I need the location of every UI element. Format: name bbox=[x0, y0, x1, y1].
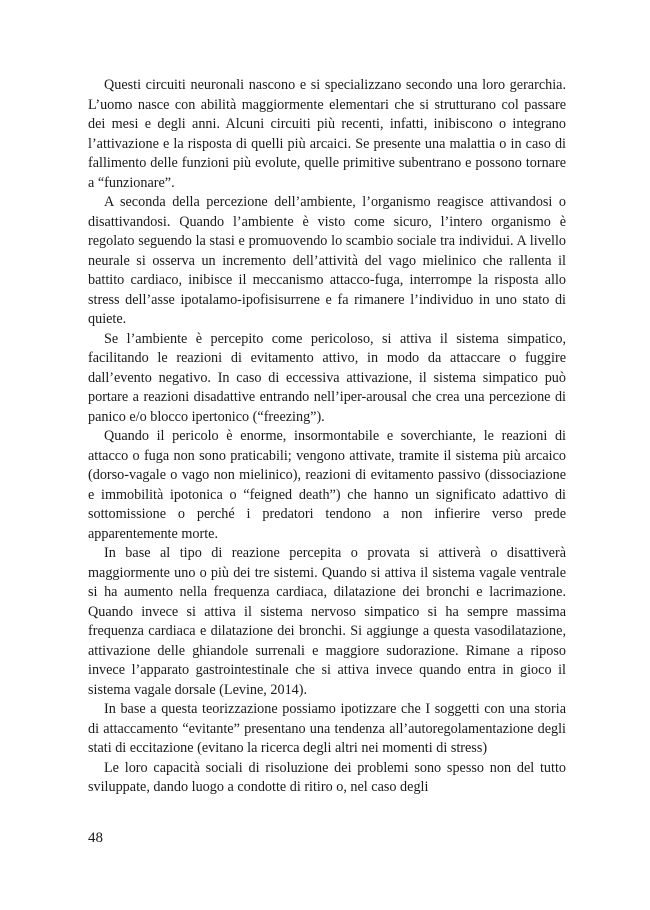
paragraph-7: Le loro capacità sociali di risoluzione dei problemi sono spesso non del tutto sviluppate, dando luogo a condotte di ritiro o, nel caso degli bbox=[88, 759, 566, 795]
paragraph-3: Se l’ambiente è percepito come pericoloso, si attiva il sistema simpatico, facilitando le reazioni di evitamento attivo, in modo da attaccare o fuggire dall’evento negativo. In caso di eccessiva attivazione, il sistema simpatico può portare a reazioni disadattive entrando nell’iper-arousal che crea una percezione di panico e/o blocco ipertonico (“freezing”). bbox=[88, 330, 566, 425]
paragraph-1: Questi circuiti neuronali nascono e si specializzano secondo una loro gerarchia. L’uomo nasce con abilità maggiormente elementari che si strutturano col passare dei mesi e degli anni. Alcuni circuiti più recenti, infatti, inibiscono o integrano l’attivazione e la risposta di quelli più arcaici. Se presente una malattia o in caso di fallimento delle funzioni più evolute, quelle primitive subentrano e possono tornare a “funzionare”. bbox=[88, 77, 566, 191]
paragraph-6: In base a questa teorizzazione possiamo ipotizzare che I soggetti con una storia di attaccamento “evitante” presentano una tendenza all’autoregolamentazione degli stati di eccitazione (evitano la ricerca degli altri nei momenti di stress) bbox=[88, 701, 566, 756]
paragraph-2: A seconda della percezione dell’ambiente, l’organismo reagisce attivandosi o disattivandosi. Quando l’ambiente è visto come sicuro, l’intero organismo è regolato seguendo la stasi e promuovendo lo scambio sociale tra individui. A livello neurale si osserva un incremento dell’attività del vago mielinico che rallenta il battito cardiaco, inibisce il meccanismo attacco-fuga, interrompe la risposta allo stress dell’asse ipotalamo-ipofisisurrene e fa rimanere l’individuo in uno stato di quiete. bbox=[88, 194, 566, 327]
paragraph-5: In base al tipo di reazione percepita o provata si attiverà o disattiverà maggiormente uno o più dei tre sistemi. Quando si attiva il sistema vagale ventrale si ha aumento nella frequenza cardiaca, dilatazione dei bronchi e lacrimazione. Quando invece si attiva il sistema nervoso simpatico si ha sempre massima frequenza cardiaca e dilatazione dei bronchi. Si aggiunge a questa vasodilatazione, attivazione delle ghiandole surrenali e maggiore sudorazione. Rimane a riposo invece l’apparato gastrointestinale che si attiva invece quando entra in gioco il sistema vagale dorsale (Levine, 2014). bbox=[88, 545, 566, 698]
paragraph-4: Quando il pericolo è enorme, insormontabile e soverchiante, le reazioni di attacco o fuga non sono praticabili; vengono attivate, tramite il sistema più arcaico (dorso-vagale o vago non mielinico), reazioni di evitamento passivo (dissociazione e immobilità ipotonica o “feigned death”) che hanno un significato adattivo di sottomissione o perché i predatori tendono a non infierire verso prede apparentemente morte. bbox=[88, 428, 566, 542]
page-number: 48 bbox=[88, 830, 103, 846]
body-text bbox=[88, 76, 566, 798]
